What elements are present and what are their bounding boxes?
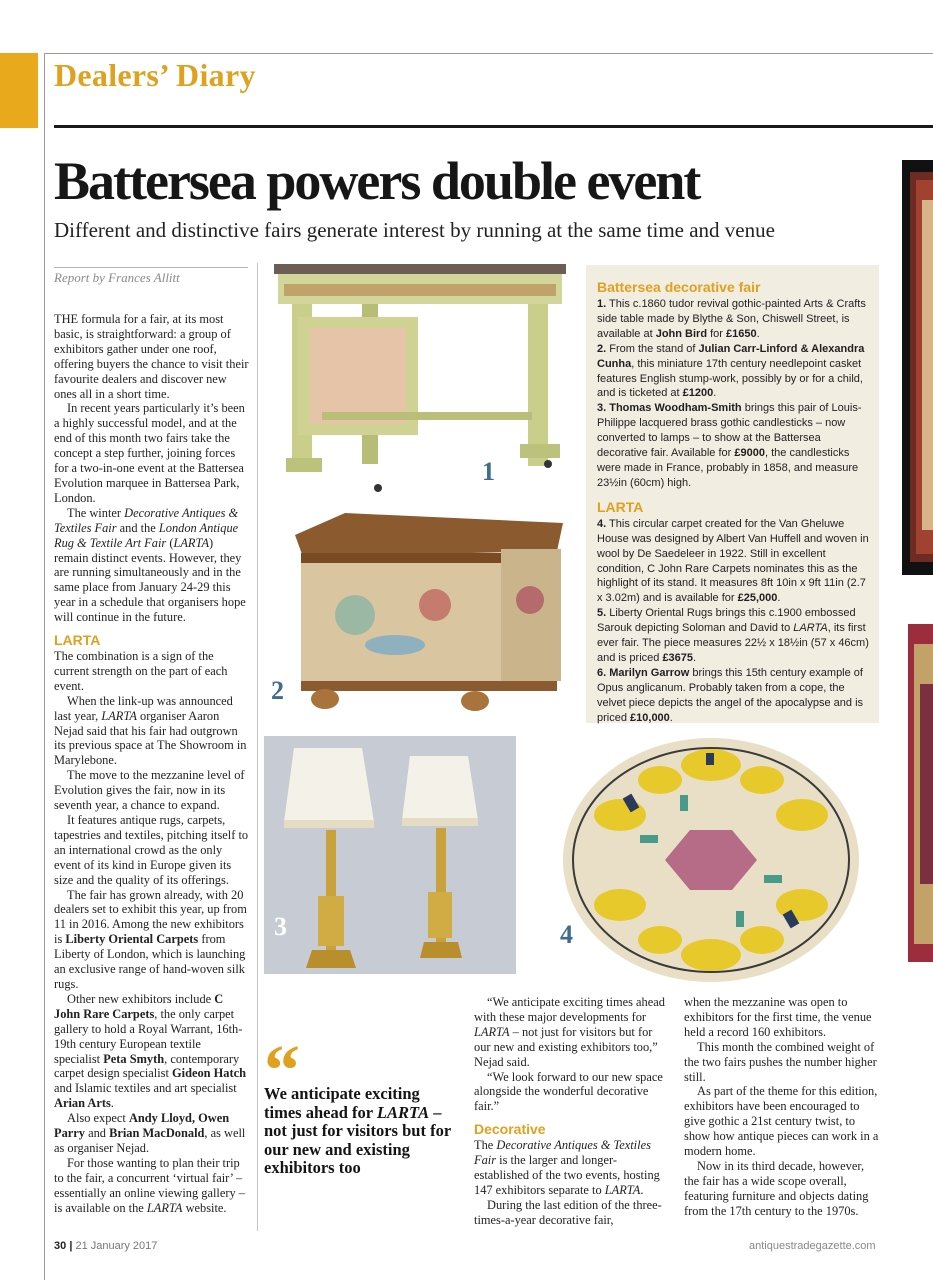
side-table-image <box>272 262 570 494</box>
captions-box <box>586 265 879 723</box>
page-number: 30 <box>54 1240 67 1252</box>
issue-date: 21 January 2017 <box>75 1240 158 1252</box>
column-divider <box>257 263 258 1231</box>
body-paragraph: Other new exhibitors include C John Rare Carpets, the only carpet gallery to hold a Royal Warrant, 16th-19th century European textile specialist Peta Smyth, contemporary carpet design specialist Gideon Hatch and Islamic textiles and art specialist Arian Arts. <box>54 991 247 1111</box>
page-folio: 30 | 21 January 2017 <box>54 1240 158 1252</box>
body-paragraph: When the link-up was announced last year, LARTA organiser Aaron Nejad said that his fair had outgrown its previous space at The Showroom in Marylebone. <box>54 693 247 768</box>
figure-number-1: 1 <box>482 457 495 486</box>
body-paragraph: Also expect Andy Lloyd, Owen Parry and Brian MacDonald, as well as organiser Nejad. <box>54 1111 246 1155</box>
byline-rule <box>54 267 248 268</box>
body-paragraph: This month the combined weight of the two fairs pushes the number higher still. <box>684 1039 877 1084</box>
caption-heading-battersea: Battersea decorative fair <box>597 279 761 295</box>
section-title: Dealers’ Diary <box>54 57 256 93</box>
body-paragraph: “We anticipate exciting times ahead with these major developments for LARTA – not just for visitors but for our new and existing exhibitors too,” Nejad said. <box>474 995 665 1069</box>
figure-number-3: 3 <box>274 912 287 941</box>
body-paragraph: The winter Decorative Antiques & Textiles Fair and the London Antique Rug & Textile Art Fair (LARTA) remain distinct events. However, they are running simultaneously and in the same place from January 24-29 this year in a schedule that organisers hope will continue in the future. <box>54 505 246 625</box>
standfirst: Different and distinctive fairs generate interest by running at the same time and venue <box>54 218 775 242</box>
sarouk-rug-edge-image <box>902 160 933 575</box>
body-paragraph: For those wanting to plan their trip to the fair, a concurrent ‘virtual fair’ – essentially an online viewing gallery – is available on the LARTA website. <box>54 1155 245 1215</box>
opus-anglicanum-edge-image <box>908 624 933 962</box>
body-paragraph: The combination is a sign of the current strength on the part of each event. <box>54 649 228 693</box>
top-rule <box>44 53 933 54</box>
site-url: antiquestradegazette.com <box>749 1240 876 1252</box>
circular-carpet-image <box>560 735 862 985</box>
section-color-tab <box>0 53 38 128</box>
figure-number-2: 2 <box>271 676 284 705</box>
subheading-decorative: Decorative <box>474 1121 546 1138</box>
caption-6: 6. Marilyn Garrow brings this 15th century example of Opus anglicanum. Probably taken from a cope, the velvet piece depicts the angel of the apocalypse and is priced £10,000. <box>597 666 864 724</box>
body-paragraph: The move to the mezzanine level of Evolution gives the fair, now in its seventh year, a chance to expand. <box>54 768 245 813</box>
body-paragraph: The Decorative Antiques & Textiles Fair is the larger and longer-established of the two events, hosting 147 exhibitors separate to LARTA. <box>474 1138 660 1197</box>
figure-number-4: 4 <box>560 920 573 949</box>
byline: Report by Frances Allitt <box>54 270 180 285</box>
body-column-1 <box>54 312 250 1215</box>
caption-1: 1. This c.1860 tudor revival gothic-painted Arts & Crafts side table made by Blythe & Son, Chiswell Street, is available at John Bird for £1650. <box>597 298 866 340</box>
candlestick-lamps-image <box>264 736 516 974</box>
body-column-4 <box>684 995 882 1219</box>
caption-heading-larta: LARTA <box>597 498 644 515</box>
headline: Battersea powers double event <box>54 151 700 211</box>
body-paragraph: As part of the theme for this edition, exhibitors have been encouraged to give gothic a 21st century twist, to show how antique pieces can work in a modern home. <box>684 1084 879 1159</box>
caption-5: 5. Liberty Oriental Rugs brings this c.1900 embossed Sarouk depicting Soloman and David to LARTA, its first ever fair. The piece measures 22½ x 18½in (57 x 46cm) and is priced £3675. <box>597 607 869 664</box>
left-margin-rule <box>44 53 45 1280</box>
quote-mark-icon: “ <box>264 1030 300 1110</box>
body-paragraph: During the last edition of the three-times-a-year decorative fair, <box>474 1197 662 1227</box>
body-paragraph: It features antique rugs, carpets, tapestries and textiles, pitching itself to an international crowd as the only event of its kind in Europe given its size and the quality of its offerings. <box>54 813 249 887</box>
body-paragraph: In recent years particularly it’s been a highly successful model, and at the end of this month two fairs take the concept a step further, joining forces for a two-in-one event at the Battersea Evolution marquee in Battersea Park, London. <box>54 401 245 505</box>
needlepoint-casket-image <box>285 505 570 715</box>
body-paragraph: “We look forward to our new space alongside the wonderful decorative fair.” <box>474 1069 663 1114</box>
section-rule <box>54 125 933 128</box>
pull-quote: We anticipate exciting times ahead for LARTA – not just for visitors but for our new and existing exhibitors too <box>264 1084 451 1177</box>
body-paragraph: when the mezzanine was open to exhibitors for the first time, the venue held a record 160 exhibitors. <box>684 995 872 1039</box>
body-paragraph: The fair has grown already, with 20 dealers set to exhibit this year, up from 11 in 2016. Among the new exhibitors is Liberty Oriental Carpets from Liberty of London, which is launching an exclusive range of hand-woven silk rugs. <box>54 887 247 991</box>
body-paragraph: Now in its third decade, however, the fair has a wide scope overall, featuring furniture and objects dating from the 17th century to the 1970s. <box>684 1158 869 1218</box>
caption-4: 4. This circular carpet created for the Van Gheluwe House was designed by Albert Van Huffell and woven in wool by De Saedeleer in 1922. Still in excellent condition, C John Rare Carpets nominates this as the highlight of its stand. It measures 8ft 10in x 9ft 11in (2.7 x 3.02m) and is available for £25,000. <box>597 517 869 605</box>
body-column-3 <box>474 995 672 1228</box>
caption-2: 2. From the stand of Julian Carr-Linford & Alexandra Cunha, this miniature 17th century needlepoint casket features English stump-work, possibly by or for a child, and is ticketed at £1200. <box>597 342 865 400</box>
caption-3: 3. Thomas Woodham-Smith brings this pair of Louis-Philippe lacquered brass gothic candlesticks – now converted to lamps – to show at the Battersea decorative fair. Available for £9000, the candlesticks were made in France, probably in 1858, and measure 23½in (60cm) high. <box>597 402 862 489</box>
body-paragraph: THE formula for a fair, at its most basic, is straightforward: a group of exhibitors gather under one roof, offering buyers the chance to visit their favourite dealers and discover new ones all in a short time. <box>54 312 249 401</box>
subheading-larta: LARTA <box>54 632 101 649</box>
